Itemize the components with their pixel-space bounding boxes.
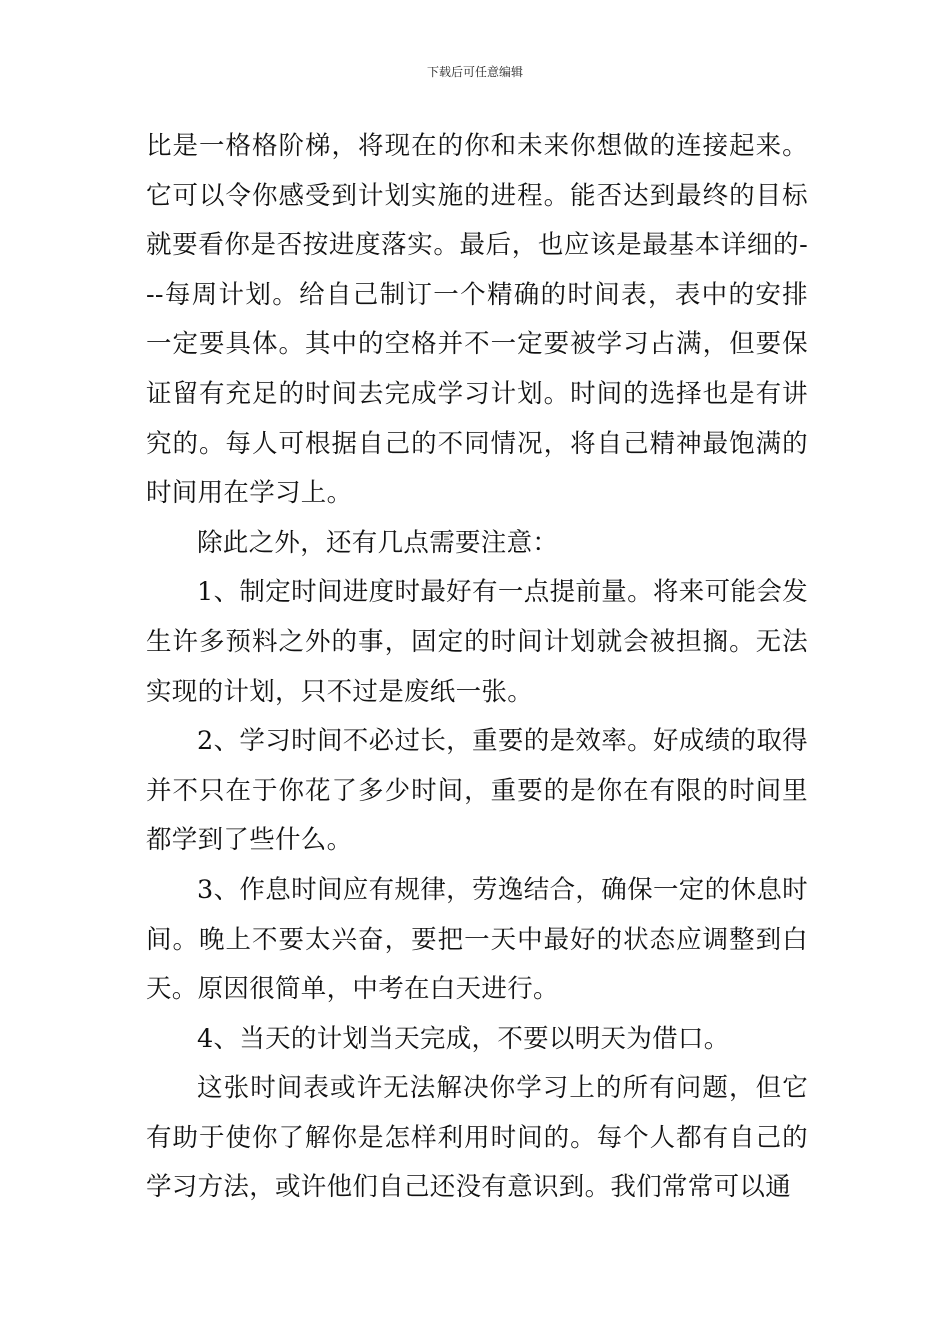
page-header: 下载后可任意编辑 [426, 65, 523, 79]
paragraph-timetable: 这张时间表或许无法解决你学习上的所有问题，但它有助于使你了解你是怎样利用时间的。每个人都有自己的学习方法，或许他们自己还没有意识到。我们常常可以通 [146, 1073, 808, 1203]
paragraph-point-4: 4、当天的计划当天完成，不要以明天为借口。 [197, 1023, 730, 1054]
paragraph-weekly-plan: 比是一格格阶梯，将现在的你和未来你想做的连接起来。它可以令你感受到计划实施的进程。能否达到最终的目标就要看你是否按进度落实。最后，也应该是最基本详细的---每周计划。给自己制订一个精确的时间表，表中的安排一定要具体。其中的空格并不一定要被学习占满，但要保证留有充足的时间去完成学习计划。时间的选择也是有讲究的。每人可根据自己的不同情况，将自己精神最饱满的时间用在学习上。 [146, 131, 808, 509]
paragraph-point-2: 2、学习时间不必过长，重要的是效率。好成绩的取得并不只在于你花了多少时间，重要的是你在有限的时间里都学到了些什么。 [146, 726, 808, 856]
document-body [146, 122, 808, 1213]
paragraph-point-3: 3、作息时间应有规律，劳逸结合，确保一定的休息时间。晚上不要太兴奋，要把一天中最好的状态应调整到白天。原因很简单，中考在白天进行。 [146, 874, 808, 1005]
paragraph-point-1: 1、制定时间进度时最好有一点提前量。将来可能会发生许多预料之外的事，固定的时间计划就会被担搁。无法实现的计划，只不过是废纸一张。 [146, 577, 808, 707]
paragraph-notes-intro: 除此之外，还有几点需要注意： [197, 527, 559, 558]
